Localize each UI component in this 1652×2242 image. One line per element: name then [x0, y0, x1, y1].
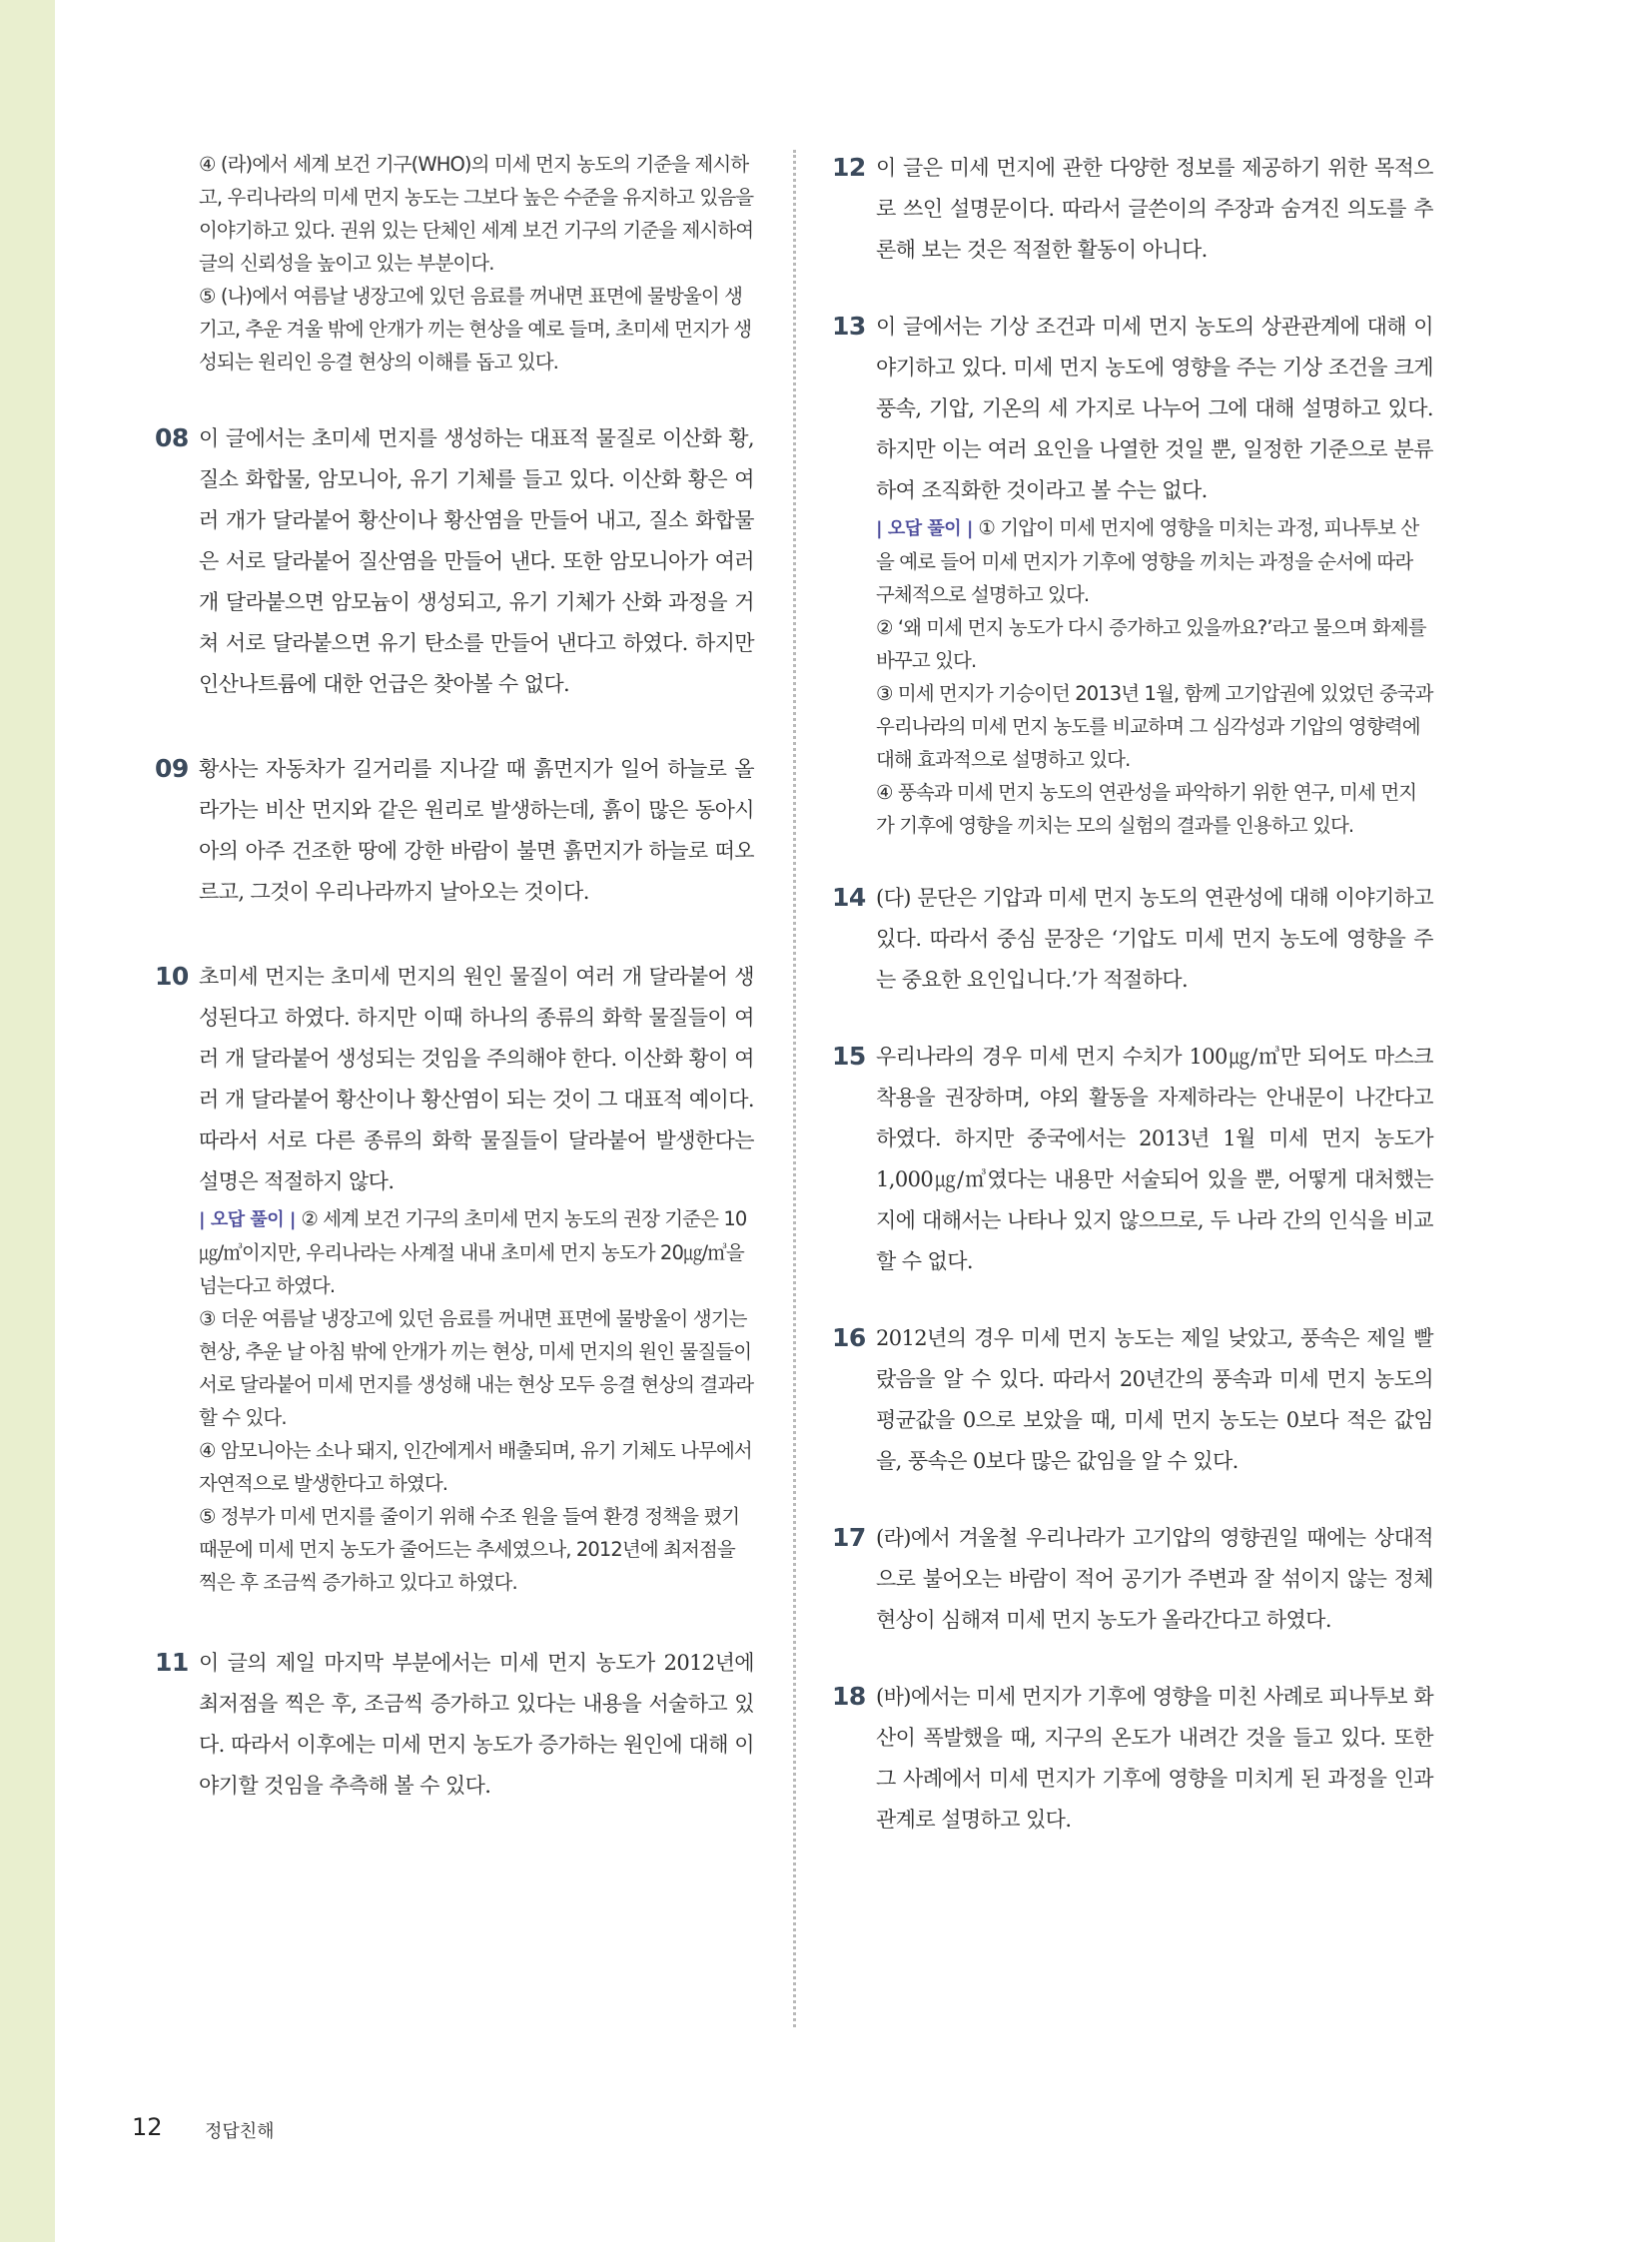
note-text: ② 세계 보건 기구의 초미세 먼지 농도의 권장 기준은 10㎍/㎥이지만, 우리나라는 사계절 내내 초미세 먼지 농도가 20㎍/㎥을 넘는다고 하였다.: [199, 1207, 747, 1297]
question-number: 18: [832, 1682, 866, 1711]
question-number: 14: [832, 883, 866, 912]
answer-17: [832, 1518, 1433, 1641]
answer-08: [155, 418, 754, 705]
answer-11: [155, 1643, 754, 1807]
answer-18: [832, 1677, 1433, 1841]
question-number: 15: [832, 1042, 866, 1071]
wrong-answer-label: | 오답 풀이 |: [876, 518, 973, 539]
wrong-answer-note-2: [199, 1202, 754, 1302]
page-number: 12: [132, 2113, 163, 2141]
answer-12: [832, 148, 1433, 271]
answer-text: 이 글의 제일 마지막 부분에서는 미세 먼지 농도가 2012년에 최저점을 찍은 후, 조금씩 증가하고 있다는 내용을 서술하고 있다. 따라서 이후에는 미세 먼지 농도가 증가하는 원인에 대해 이야기할 것임을 추측해 볼 수 있다.: [199, 1651, 754, 1798]
answer-13: [832, 307, 1433, 842]
question-number: 09: [155, 754, 189, 783]
answer-text: 이 글은 미세 먼지에 관한 다양한 정보를 제공하기 위한 목적으로 쓰인 설명문이다. 따라서 글쓴이의 주장과 숨겨진 의도를 추론해 보는 것은 적절한 활동이 아니다.: [876, 156, 1433, 262]
answer-09: [155, 749, 754, 913]
answer-text: 초미세 먼지는 초미세 먼지의 원인 물질이 여러 개 달라붙어 생성된다고 하였다. 하지만 이때 하나의 종류의 화학 물질들이 여러 개 달라붙어 생성되는 것임을 주의해야 한다. 이산화 황이 여러 개 달라붙어 황산이나 황산염이 되는 것이 그 대표적 예이다. 따라서 서로 다른 종류의 화학 물질들이 달라붙어 발생한다는 설명은 적절하지 않다.: [199, 965, 754, 1193]
answer-text: (라)에서 겨울철 우리나라가 고기압의 영향권일 때에는 상대적으로 불어오는 바람이 적어 공기가 주변과 잘 섞이지 않는 정체 현상이 심해져 미세 먼지 농도가 올라간다고 하였다.: [876, 1526, 1433, 1632]
left-column: [155, 148, 754, 1807]
column-divider: [793, 150, 796, 2027]
answer-text: (바)에서는 미세 먼지가 기후에 영향을 미친 사례로 피나투보 화산이 폭발했을 때, 지구의 온도가 내려간 것을 들고 있다. 또한 그 사례에서 미세 먼지가 기후에 영향을 미치게 된 과정을 인과 관계로 설명하고 있다.: [876, 1685, 1433, 1832]
wrong-answer-note-1: [876, 511, 1433, 611]
answer-text: 2012년의 경우 미세 먼지 농도는 제일 낮았고, 풍속은 제일 빨랐음을 알 수 있다. 따라서 20년간의 풍속과 미세 먼지 농도의 평균값을 0으로 보았을 때, 미세 먼지 농도는 0보다 적은 값임을, 풍속은 0보다 많은 값임을 알 수 있다.: [876, 1326, 1433, 1473]
question-number: 13: [832, 312, 866, 341]
answer-14: [832, 878, 1433, 1001]
wrong-answer-note-3: ③ 더운 여름날 냉장고에 있던 음료를 꺼내면 표면에 물방울이 생기는 현상, 추운 날 아침 밖에 안개가 끼는 현상, 미세 먼지의 원인 물질들이 서로 달라붙어 미세 먼지를 생성해 내는 현상 모두 응결 현상의 결과라 할 수 있다.: [199, 1307, 754, 1429]
answer-10: [155, 957, 754, 1599]
note-text: ① 기압이 미세 먼지에 영향을 미치는 과정, 피나투보 산을 예로 들어 미세 먼지가 기후에 영향을 끼치는 과정을 순서에 따라 구체적으로 설명하고 있다.: [876, 516, 1419, 606]
wrong-answer-label: | 오답 풀이 |: [199, 1209, 296, 1230]
question-number: 11: [155, 1648, 189, 1677]
intro-notes: [155, 148, 754, 378]
page-footer-label: 정답친해: [205, 2121, 275, 2142]
question-number: 08: [155, 423, 189, 452]
answer-16: [832, 1318, 1433, 1482]
answer-text: (다) 문단은 기압과 미세 먼지 농도의 연관성에 대해 이야기하고 있다. 따라서 중심 문장은 ‘기압도 미세 먼지 농도에 영향을 주는 중요한 요인입니다.’가 적절하다.: [876, 886, 1433, 992]
wrong-answer-note-5: ⑤ 정부가 미세 먼지를 줄이기 위해 수조 원을 들여 환경 정책을 폈기 때문에 미세 먼지 농도가 줄어드는 추세였으나, 2012년에 최저점을 찍은 후 조금씩 증가하고 있다고 하였다.: [199, 1505, 740, 1594]
wrong-answer-note-4: ④ 암모니아는 소나 돼지, 인간에게서 배출되며, 유기 기체도 나무에서 자연적으로 발생한다고 하였다.: [199, 1439, 752, 1495]
answer-text: 이 글에서는 기상 조건과 미세 먼지 농도의 상관관계에 대해 이야기하고 있다. 미세 먼지 농도에 영향을 주는 기상 조건을 크게 풍속, 기압, 기온의 세 가지로 나누어 그에 대해 설명하고 있다. 하지만 이는 여러 요인을 나열한 것일 뿐, 일정한 기준으로 분류하여 조직화한 것이라고 볼 수는 없다.: [876, 315, 1433, 502]
intro-note-5: ⑤ (나)에서 여름날 냉장고에 있던 음료를 꺼내면 표면에 물방울이 생기고, 추운 겨울 밖에 안개가 끼는 현상을 예로 들며, 초미세 먼지가 생성되는 원리인 응결 현상의 이해를 돕고 있다.: [199, 285, 752, 374]
intro-note-4: ④ (라)에서 세계 보건 기구(WHO)의 미세 먼지 농도의 기준을 제시하고, 우리나라의 미세 먼지 농도는 그보다 높은 수준을 유지하고 있음을 이야기하고 있다. 권위 있는 단체인 세계 보건 기구의 기준을 제시하여 글의 신뢰성을 높이고 있는 부분이다.: [199, 153, 754, 275]
right-column: [832, 148, 1433, 1841]
wrong-answer-note-2: ② ‘왜 미세 먼지 농도가 다시 증가하고 있을까요?’라고 물으며 화제를 바꾸고 있다.: [876, 616, 1426, 672]
answer-text: 황사는 자동차가 길거리를 지나갈 때 흙먼지가 일어 하늘로 올라가는 비산 먼지와 같은 원리로 발생하는데, 흙이 많은 동아시아의 아주 건조한 땅에 강한 바람이 불면 흙먼지가 하늘로 떠오르고, 그것이 우리나라까지 날아오는 것이다.: [199, 757, 754, 904]
question-number: 16: [832, 1323, 866, 1352]
answer-15: [832, 1037, 1433, 1282]
wrong-answer-note-4: ④ 풍속과 미세 먼지 농도의 연관성을 파악하기 위한 연구, 미세 먼지가 기후에 영향을 끼치는 모의 실험의 결과를 인용하고 있다.: [876, 781, 1417, 837]
question-number: 12: [832, 153, 866, 182]
answer-text: 이 글에서는 초미세 먼지를 생성하는 대표적 물질로 이산화 황, 질소 화합물, 암모니아, 유기 기체를 들고 있다. 이산화 황은 여러 개가 달라붙어 황산이나 황산염을 만들어 내고, 질소 화합물은 서로 달라붙어 질산염을 만들어 낸다. 또한 암모니아가 여러 개 달라붙으면 암모늄이 생성되고, 유기 기체가 산화 과정을 거쳐 서로 달라붙으면 유기 탄소를 만들어 낸다고 하였다. 하지만 인산나트륨에 대한 언급은 찾아볼 수 없다.: [199, 426, 754, 696]
side-color-band: [0, 0, 55, 2242]
question-number: 10: [155, 962, 189, 991]
question-number: 17: [832, 1523, 866, 1552]
wrong-answer-note-3: ③ 미세 먼지가 기승이던 2013년 1월, 함께 고기압권에 있었던 중국과 우리나라의 미세 먼지 농도를 비교하며 그 심각성과 기압의 영향력에 대해 효과적으로 설명하고 있다.: [876, 682, 1433, 771]
answer-text: 우리나라의 경우 미세 먼지 수치가 100㎍/㎥만 되어도 마스크 착용을 권장하며, 야외 활동을 자제하라는 안내문이 나간다고 하였다. 하지만 중국에서는 2013년 1월 미세 먼지 농도가 1,000㎍/㎥였다는 내용만 서술되어 있을 뿐, 어떻게 대처했는지에 대해서는 나타나 있지 않으므로, 두 나라 간의 인식을 비교할 수 없다.: [876, 1045, 1433, 1273]
